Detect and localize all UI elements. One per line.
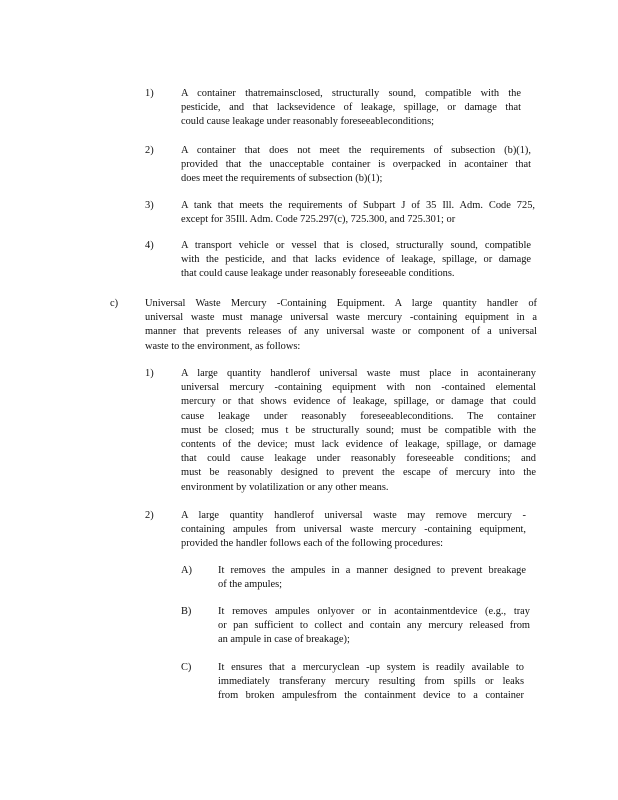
text-line: or pan sufficient to collect and contain any mercury released from <box>218 620 530 632</box>
section-label: c) <box>110 298 119 309</box>
subitem-text <box>218 605 530 648</box>
subitem-label: B) <box>181 606 192 617</box>
text-line: It ensures that a mercuryclean -up system is readily available to <box>218 662 524 673</box>
text-line: manner that prevents releases of any universal waste or component of a universal <box>145 326 537 338</box>
item-label: 4) <box>145 240 154 251</box>
text-line: that could cause leakage under reasonably foreseeable conditions; and <box>181 453 536 465</box>
item-label: 1) <box>145 368 154 379</box>
text-line: provided the handler follows each of the following procedures: <box>181 538 443 550</box>
item-text <box>181 239 531 282</box>
text-line: environment by volatilization or any other means. <box>181 481 389 493</box>
subitem-label: C) <box>181 662 192 673</box>
text-line: does meet the requirements of subsection (b)(1); <box>181 173 383 185</box>
subitem-label: A) <box>181 565 192 576</box>
text-line: of the ampules; <box>218 579 283 591</box>
item-label: 2) <box>145 510 154 521</box>
item-text <box>181 87 521 130</box>
text-line: contents of the device; must lack evidence of leakage, spillage, or damage <box>181 439 536 451</box>
text-line: from broken ampulesfrom the containment device to a container <box>218 690 524 702</box>
item-label: 3) <box>145 200 154 211</box>
section-text <box>145 297 537 354</box>
text-line: containing ampules from universal waste mercury -containing equipment, <box>181 524 526 536</box>
text-line: an ampule in case of breakage); <box>218 634 350 646</box>
text-line: with the pesticide, and that lacks evidence of leakage, spillage, or damage <box>181 254 531 266</box>
text-line: provided that the unacceptable container is overpacked in acontainer that <box>181 159 531 171</box>
text-line: must be reasonably designed to prevent the escape of mercury into the <box>181 467 536 479</box>
text-line: that could cause leakage under reasonably foreseeable conditions. <box>181 268 455 280</box>
text-line: A large quantity handlerof universal waste must place in acontainerany <box>181 368 536 379</box>
text-line: except for 35Ill. Adm. Code 725.297(c), 725.300, and 725.301; or <box>181 214 456 226</box>
subitem-text <box>218 661 524 704</box>
text-line: A container that does not meet the requirements of subsection (b)(1), <box>181 145 531 156</box>
subitem-text <box>218 564 526 592</box>
item-text <box>181 367 536 495</box>
text-line: waste to the environment, as follows: <box>145 340 301 352</box>
text-line: A large quantity handlerof universal waste may remove mercury - <box>181 510 526 521</box>
text-line: universal mercury -containing equipment with non -contained elemental <box>181 382 536 394</box>
text-line: could cause leakage under reasonably foreseeableconditions; <box>181 116 435 128</box>
item-label: 2) <box>145 145 154 156</box>
text-line: It removes the ampules in a manner designed to prevent breakage <box>218 565 526 576</box>
text-line: pesticide, and that lacksevidence of leakage, spillage, or damage that <box>181 102 521 114</box>
item-text <box>181 144 531 187</box>
text-line: Universal Waste Mercury -Containing Equipment. A large quantity handler of <box>145 298 537 309</box>
text-line: mercury or that shows evidence of leakage, spillage, or damage that could <box>181 396 536 408</box>
text-line: universal waste must manage universal waste mercury -containing equipment in a <box>145 312 537 324</box>
text-line: cause leakage under reasonably foreseeableconditions. The container <box>181 410 536 422</box>
text-line: It removes ampules onlyover or in acontainmentdevice (e.g., tray <box>218 606 530 617</box>
text-line: immediately transferany mercury resulting from spills or leaks <box>218 676 524 688</box>
item-label: 1) <box>145 88 154 99</box>
text-line: must be closed; mus t be structurally sound; must be compatible with the <box>181 424 536 436</box>
item-text <box>181 199 535 227</box>
text-line: A container thatremainsclosed, structurally sound, compatible with the <box>181 88 521 99</box>
text-line: A tank that meets the requirements of Subpart J of 35 Ill. Adm. Code 725, <box>181 200 535 211</box>
item-text <box>181 509 526 552</box>
text-line: A transport vehicle or vessel that is closed, structurally sound, compatible <box>181 240 531 251</box>
